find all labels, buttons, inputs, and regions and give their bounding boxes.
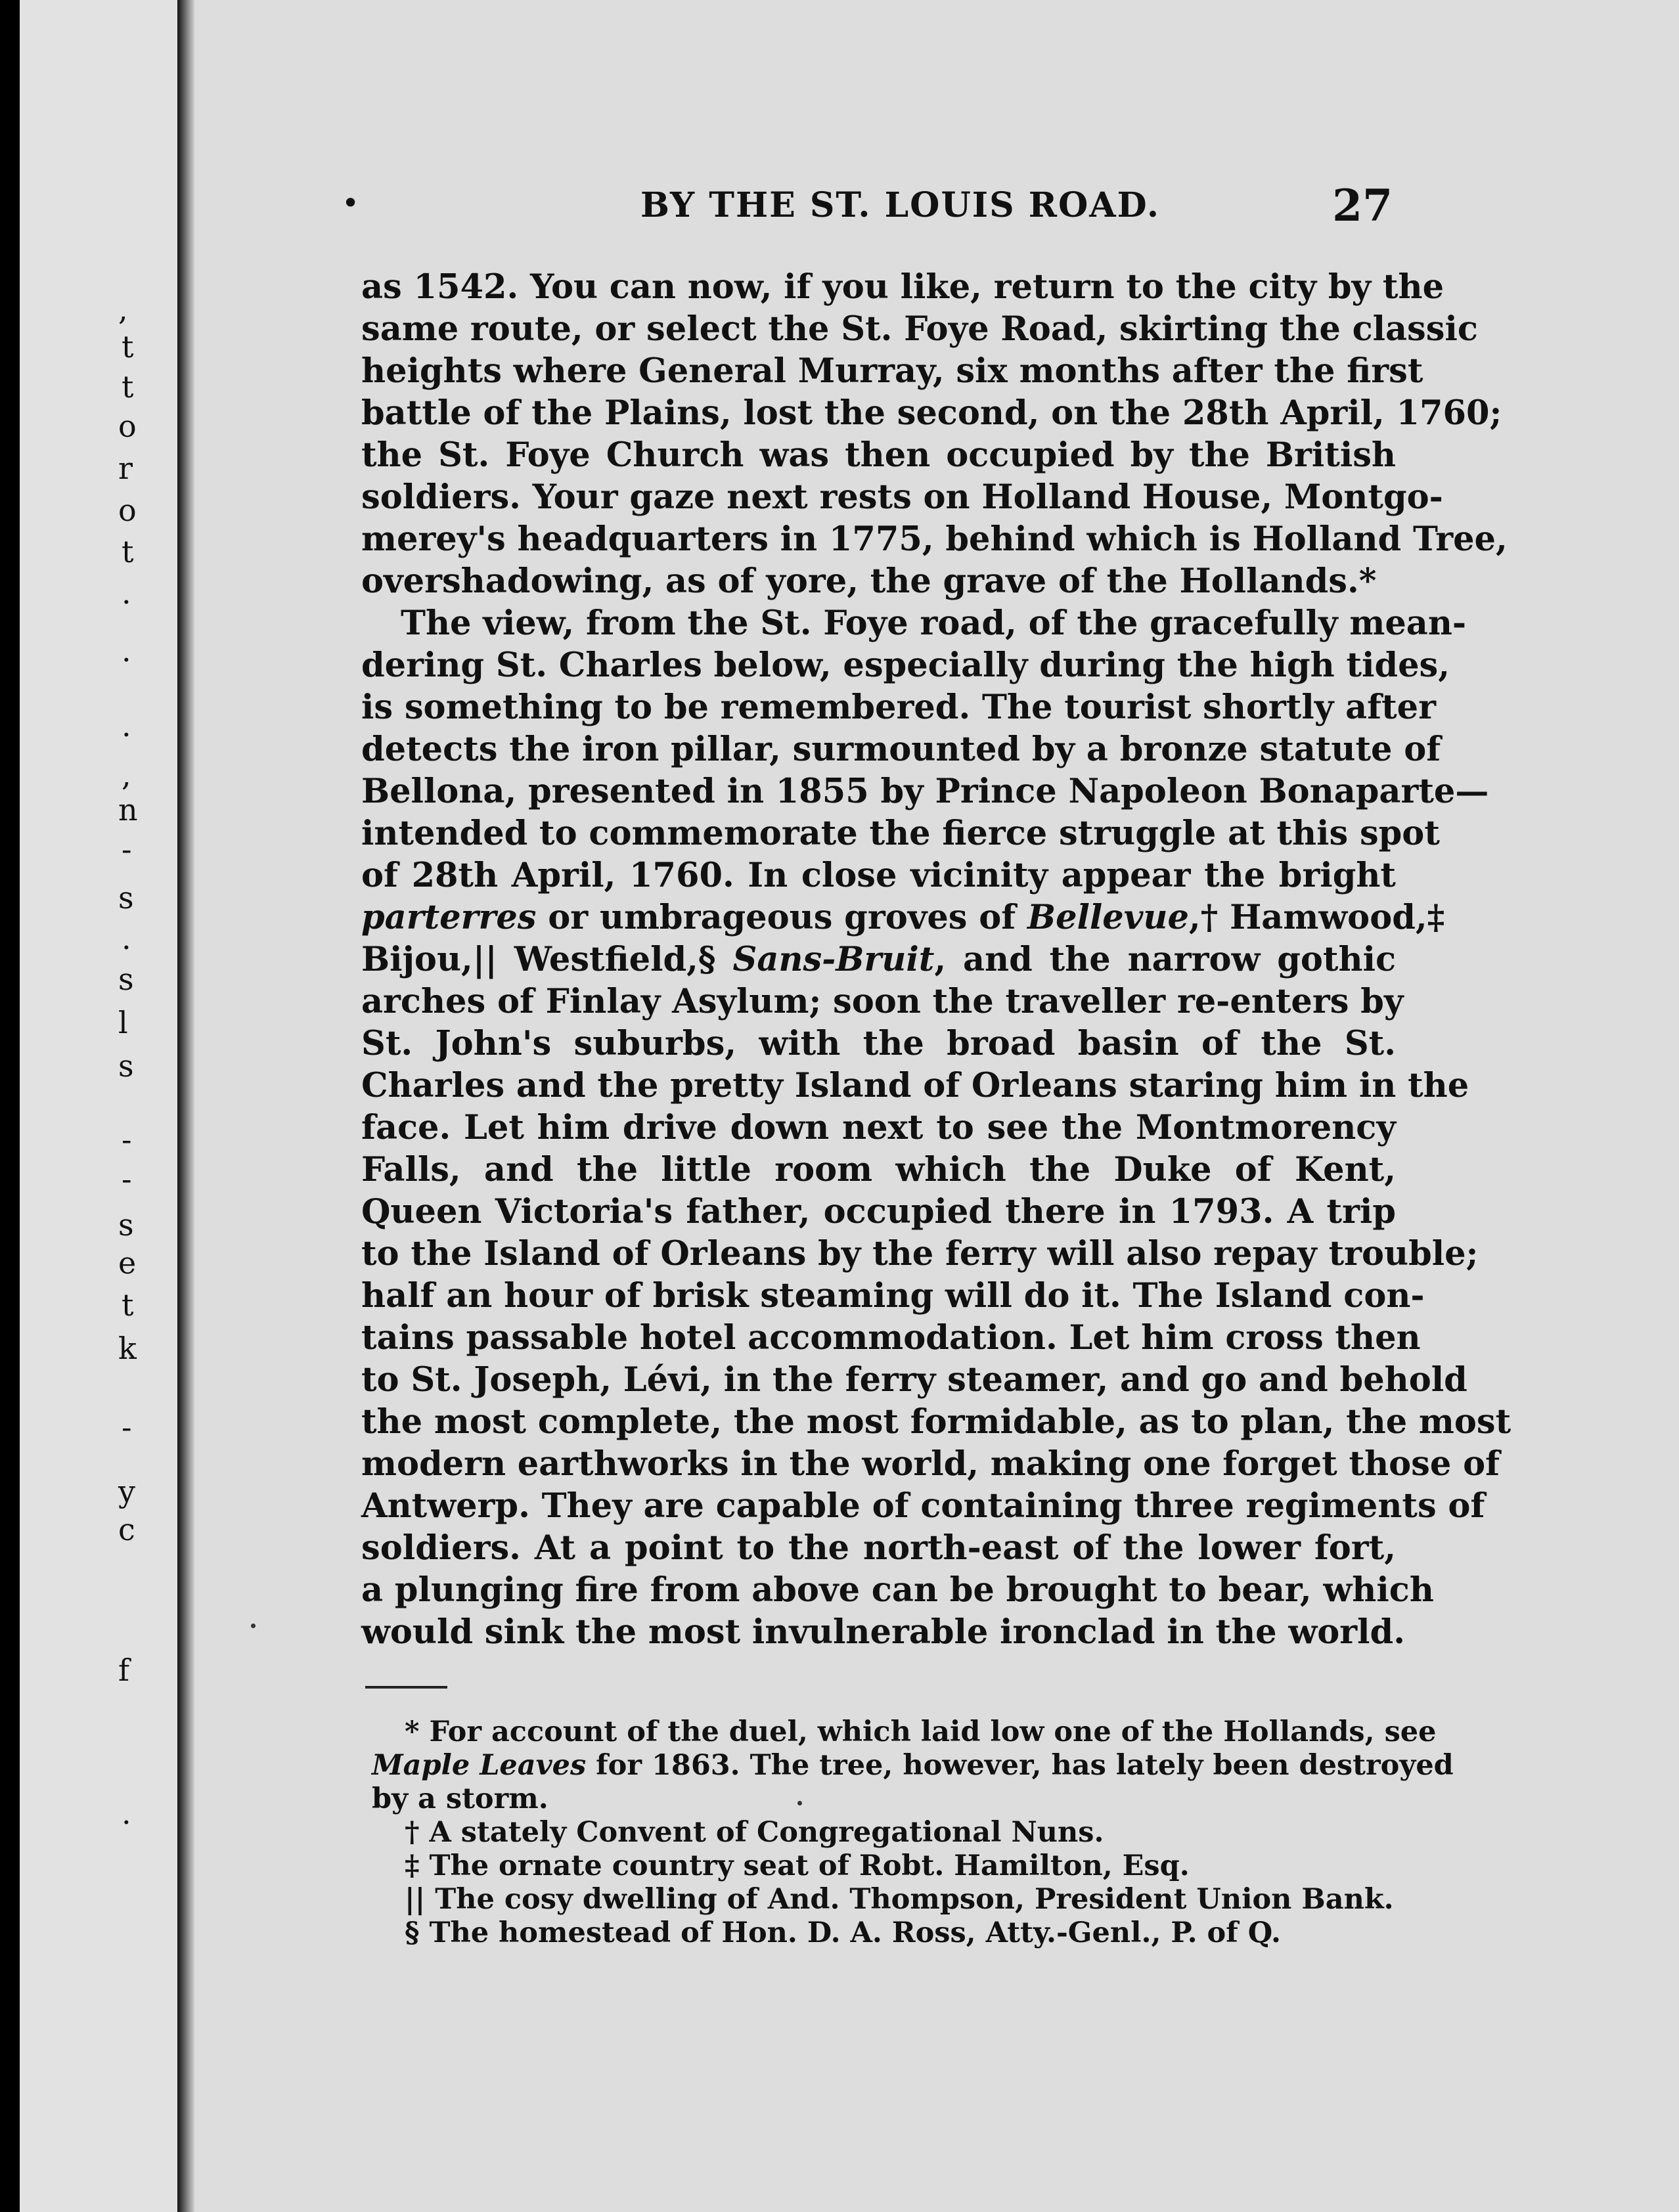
italic-text: Bellevue: [1027, 898, 1189, 937]
body-text: [361, 266, 1511, 1653]
text-line: [361, 939, 1396, 981]
text-line: [361, 896, 1445, 939]
text-line: tains passable hotel accommodation. Let him cross then: [361, 1318, 1421, 1358]
facing-page-fragment: .: [122, 633, 131, 669]
scan-border-left: [0, 0, 20, 2212]
facing-page-fragment: r: [118, 451, 133, 486]
text-line: merey's headquarters in 1775, behind which is Holland Tree,: [361, 520, 1508, 559]
footnote-line: § The homestead of Hon. D. A. Ross, Atty.-Genl., P. of Q.: [405, 1916, 1281, 1949]
text-line: intended to commemorate the fierce struggle at this spot: [361, 814, 1440, 853]
facing-page-fragment: o: [118, 493, 137, 528]
facing-page-fragment: s: [118, 1207, 134, 1243]
text-line: Charles and the pretty Island of Orleans staring him in the: [361, 1066, 1469, 1105]
footnote-line: * For account of the duel, which laid low one of the Hollands, see: [405, 1715, 1437, 1748]
facing-page-fragment: .: [122, 708, 131, 743]
facing-page-fragment: t: [122, 329, 134, 365]
italic-text: Sans-Bruit: [732, 940, 935, 979]
facing-page-fragment: -: [122, 831, 132, 867]
footnote-line: † A stately Convent of Congregational Nuns.: [405, 1816, 1104, 1849]
text-line: is something to be remembered. The tourist shortly after: [361, 688, 1436, 727]
facing-page-fragment: t: [122, 369, 134, 405]
book-gutter: [177, 0, 194, 2212]
text-line: Queen Victoria's father, occupied there in 1793. A trip: [361, 1192, 1396, 1231]
text-line: detects the iron pillar, surmounted by a bronze statute of: [361, 730, 1441, 769]
header-dot: •: [342, 185, 360, 221]
text-run: or umbrageous groves of: [536, 898, 1027, 937]
text-run: , and the narrow gothic: [934, 940, 1396, 979]
text-run: Bijou,|| Westfield,§: [361, 940, 733, 979]
facing-page-fragment: y: [118, 1474, 135, 1509]
text-line: the St. Foye Church was then occupied by the British: [361, 435, 1396, 475]
facing-page-fragment: ,: [118, 292, 128, 327]
facing-page-fragment: s: [118, 1048, 134, 1084]
italic-text: Maple Leaves: [372, 1749, 587, 1782]
text-line: same route, or select the St. Foye Road, skirting the classic: [361, 309, 1478, 349]
footnote-line: || The cosy dwelling of And. Thompson, President Union Bank.: [405, 1883, 1394, 1916]
facing-page-fragment: s: [118, 880, 134, 916]
footnote-line: by a storm.: [372, 1782, 548, 1815]
facing-page-fragment: .: [122, 1796, 131, 1831]
facing-page-fragment: -: [122, 1409, 132, 1445]
ink-speck: [797, 1801, 802, 1805]
text-line: as 1542. You can now, if you like, return to the city by the: [361, 267, 1444, 307]
text-line: to the Island of Orleans by the ferry will also repay trouble;: [361, 1234, 1479, 1273]
footnote-rule: [365, 1686, 447, 1689]
facing-page-fragment: .: [122, 921, 131, 956]
facing-page-fragment: l: [118, 1005, 128, 1040]
text-line: arches of Finlay Asylum; soon the traveller re-enters by: [361, 982, 1404, 1021]
page-number: 27: [1332, 180, 1393, 231]
text-line: a plunging fire from above can be brought to bear, which: [361, 1570, 1434, 1610]
text-run: ,† Hamwood,‡: [1188, 898, 1445, 937]
facing-page-fragment: e: [118, 1245, 137, 1281]
text-line: dering St. Charles below, especially during the high tides,: [361, 646, 1450, 685]
text-line: soldiers. Your gaze next rests on Holland House, Montgo-: [361, 477, 1443, 517]
ink-speck: [251, 1624, 256, 1628]
facing-page-fragment: s: [118, 962, 134, 997]
text-line: heights where General Murray, six months after the first: [361, 351, 1423, 391]
text-line: St. John's suburbs, with the broad basin of the St.: [361, 1024, 1396, 1063]
footnote-line: ‡ The ornate country seat of Robt. Hamilton, Esq.: [405, 1849, 1190, 1882]
text-line: face. Let him drive down next to see the Montmorency: [361, 1108, 1396, 1147]
facing-page-fragment: f: [118, 1652, 130, 1688]
footnotes: [372, 1715, 1454, 1950]
facing-page-fragment: k: [118, 1331, 137, 1366]
facing-page-fragment: o: [118, 409, 137, 444]
facing-page-edge: [20, 0, 177, 2212]
text-line: modern earthworks in the world, making one forget those of: [361, 1444, 1500, 1484]
facing-page-fragment: n: [118, 792, 138, 828]
text-line: soldiers. At a point to the north-east of the lower fort,: [361, 1528, 1396, 1568]
text-line: Falls, and the little room which the Duke of Kent,: [361, 1150, 1396, 1189]
facing-page-fragment: t: [122, 534, 134, 569]
italic-text: parterres: [361, 898, 537, 937]
facing-page-fragment: t: [122, 1287, 134, 1323]
footnote-line: [372, 1749, 1454, 1782]
facing-page-fragment: -: [122, 1122, 132, 1157]
running-head: BY THE ST. LOUIS ROAD.: [640, 185, 1160, 225]
text-line: The view, from the St. Foye road, of the gracefully mean-: [401, 604, 1467, 643]
text-line: of 28th April, 1760. In close vicinity appear the bright: [361, 856, 1396, 895]
text-line: half an hour of brisk steaming will do it. The Island con-: [361, 1276, 1425, 1316]
facing-page-fragment: .: [122, 575, 131, 611]
text-line: battle of the Plains, lost the second, on the 28th April, 1760;: [361, 393, 1502, 433]
text-line: overshadowing, as of yore, the grave of the Hollands.*: [361, 562, 1377, 601]
page-header: [342, 180, 1393, 238]
facing-page-fragment: -: [122, 1161, 132, 1197]
text-line: to St. Joseph, Lévi, in the ferry steamer, and go and behold: [361, 1360, 1467, 1400]
facing-page-fragment: c: [118, 1512, 135, 1547]
facing-page-fragment: ,: [122, 757, 131, 793]
text-run: for 1863. The tree, however, has lately been destroyed: [586, 1749, 1454, 1782]
text-line: the most complete, the most formidable, as to plan, the most: [361, 1402, 1511, 1442]
text-line: Antwerp. They are capable of containing three regiments of: [361, 1486, 1485, 1526]
text-line: would sink the most invulnerable ironclad in the world.: [361, 1612, 1405, 1652]
text-line: Bellona, presented in 1855 by Prince Napoleon Bonaparte—: [361, 772, 1489, 811]
